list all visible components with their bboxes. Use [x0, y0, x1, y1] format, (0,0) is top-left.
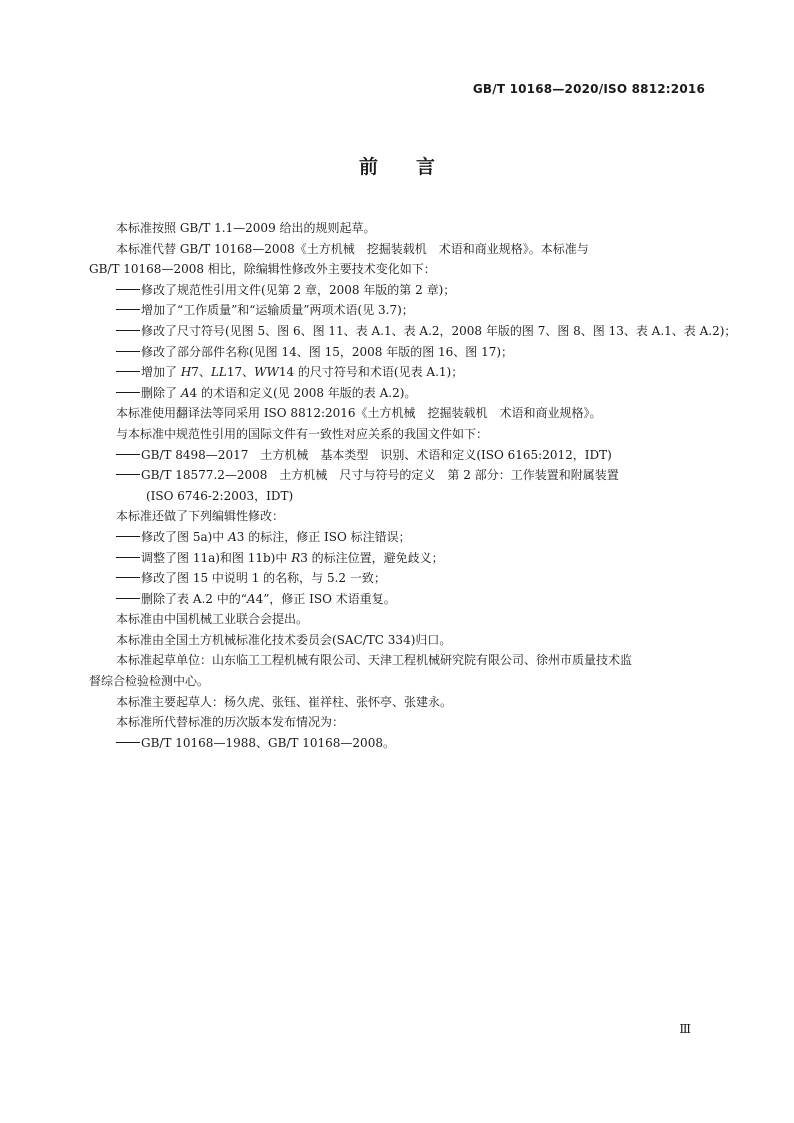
dash-mark	[116, 351, 140, 352]
reference-item: GB/T 18577.2—2008 土方机械 尺寸与符号的定义 第 2 部分：工作装置和附属装置	[89, 465, 705, 486]
paragraph-proposed-by: 本标准由中国机械工业联合会提出。	[116, 612, 309, 627]
paragraph-centralized-by: 本标准由全国土方机械标准化技术委员会(SAC/TC 334)归口。	[116, 632, 452, 647]
dash-mark	[116, 474, 140, 475]
page-number: Ⅲ	[679, 1022, 691, 1036]
foreword-body	[89, 218, 737, 753]
dash-mark	[116, 536, 140, 537]
dash-mark	[116, 371, 140, 372]
paragraph-drafting-units: 本标准起草单位：山东临工工程机械有限公司、天津工程机械研究院有限公司、徐州市质量技术监	[116, 653, 633, 668]
editorial-item: 修改了图 5a)中 A3 的标注，修正 ISO 标注错误；	[89, 527, 705, 548]
paragraph-drafting-units-cont: 督综合检验检测中心。	[89, 674, 210, 689]
change-item: 修改了规范性引用文件(见第 2 章，2008 年版的第 2 章)；	[89, 280, 705, 301]
change-item: 删除了 A4 的术语和定义(见 2008 年版的表 A.2)。	[89, 383, 705, 404]
paragraph-correspondence: 与本标准中规范性引用的国际文件有一致性对应关系的我国文件如下：	[116, 426, 489, 441]
dash-mark	[116, 289, 140, 290]
editorial-item: 调整了图 11a)和图 11b)中 R3 的标注位置，避免歧义；	[89, 548, 705, 569]
dash-mark	[116, 309, 140, 310]
standard-number-header: GB/T 10168—2020/ISO 8812:2016	[472, 82, 705, 96]
dash-mark	[116, 598, 140, 599]
change-item: 增加了 H7、LL17、WW14 的尺寸符号和术语(见表 A.1)；	[89, 362, 705, 383]
paragraph-replacement: 本标准代替 GB/T 10168—2008《土方机械 挖掘装载机 术语和商业规格》。本标准与	[116, 241, 589, 256]
editorial-item: 删除了表 A.2 中的“A4”，修正 ISO 术语重复。	[89, 589, 705, 610]
reference-item: GB/T 8498—2017 土方机械 基本类型 识别、术语和定义(ISO 6165:2012，IDT)	[89, 445, 705, 466]
paragraph-history: 本标准所代替标准的历次版本发布情况为：	[116, 715, 345, 730]
page-title: 前言	[358, 156, 473, 178]
editorial-item: 修改了图 15 中说明 1 的名称，与 5.2 一致；	[89, 568, 705, 589]
dash-mark	[116, 577, 140, 578]
change-item: 修改了部分部件名称(见图 14、图 15，2008 年版的图 16、图 17)；	[89, 342, 705, 363]
dash-mark	[116, 742, 140, 743]
paragraph-adoption: 本标准使用翻译法等同采用 ISO 8812:2016《土方机械 挖掘装载机 术语和商业规格》。	[116, 406, 602, 421]
paragraph-drafting-rules: 本标准按照 GB/T 1.1—2009 给出的规则起草。	[116, 221, 376, 235]
reference-item-cont: (ISO 6746-2:2003，IDT)	[146, 488, 294, 503]
change-item: 增加了“工作质量”和“运输质量”两项术语(见 3.7)；	[89, 300, 705, 321]
dash-mark	[116, 557, 140, 558]
dash-mark	[116, 330, 140, 331]
change-item: 修改了尺寸符号(见图 5、图 6、图 11、表 A.1、表 A.2，2008 年版的图 7、图 8、图 13、表 A.1、表 A.2)；	[89, 321, 705, 342]
paragraph-drafters: 本标准主要起草人：杨久虎、张钰、崔祥柱、张怀亭、张建永。	[116, 694, 453, 709]
paragraph-replacement-cont: GB/T 10168—2008 相比，除编辑性修改外主要技术变化如下：	[89, 262, 436, 277]
dash-mark	[116, 392, 140, 393]
paragraph-editorial: 本标准还做了下列编辑性修改：	[116, 509, 285, 524]
history-item: GB/T 10168—1988、GB/T 10168—2008。	[89, 733, 705, 754]
dash-mark	[116, 454, 140, 455]
